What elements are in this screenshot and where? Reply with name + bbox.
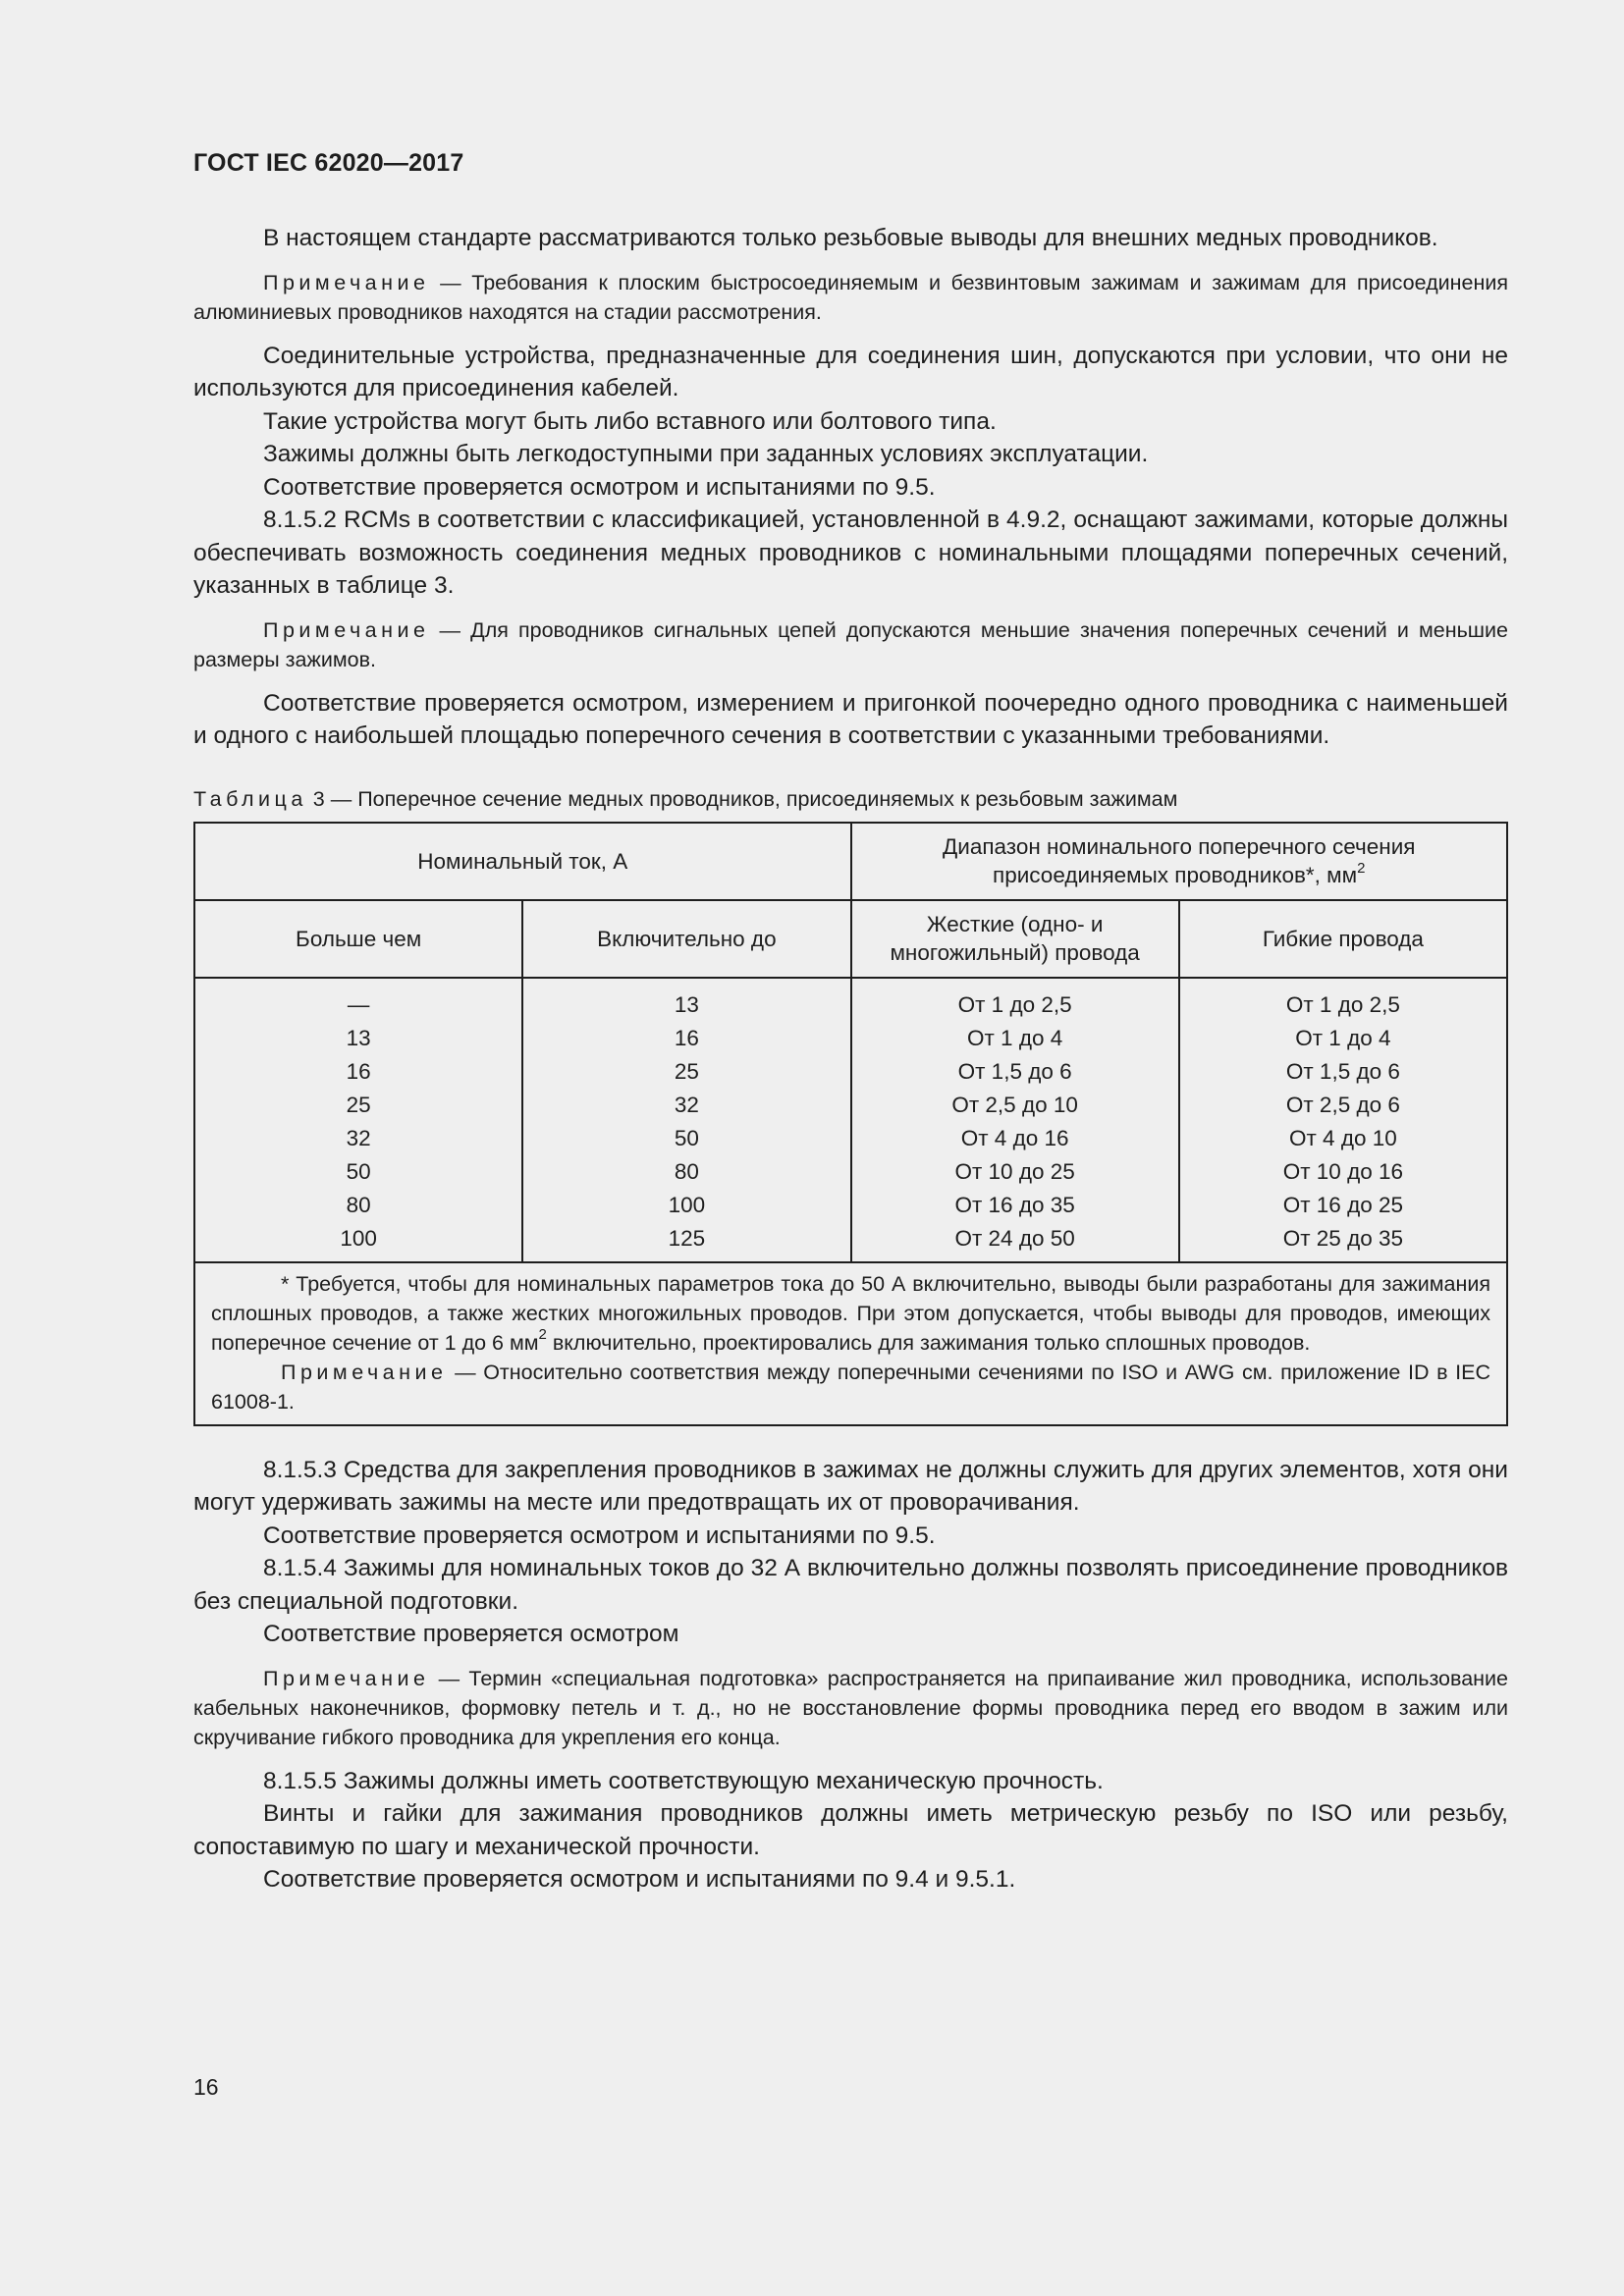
footnote-note-label: Примечание: [281, 1360, 448, 1384]
footnote-note-text: — Относительно соответствия между поперечными сечениями по ISO и AWG см. приложение ID в IEC 61008-1.: [211, 1360, 1490, 1414]
paragraph: Соответствие проверяется осмотром и испытаниями по 9.5.: [263, 1522, 936, 1549]
table-header-row: [194, 823, 1507, 900]
column-flexible: [1179, 978, 1507, 1262]
table-cell: От 4 до 16: [960, 1125, 1069, 1150]
paragraph: 8.1.5.2 RCMs в соответствии с классификацией, установленной в 4.9.2, оснащают зажимами, которые должны обеспечивать возможность соединения медных проводников с номинальными площадями поперечных сечений, указанных в таблице 3.: [193, 507, 1508, 599]
paragraph: Соответствие проверяется осмотром: [263, 1621, 679, 1647]
table-cell: От 1 до 2,5: [1285, 991, 1400, 1017]
note: [193, 1664, 1508, 1752]
header-up-to: Включительно до: [522, 900, 850, 978]
table-caption: [193, 784, 1508, 814]
page-header-title: ГОСТ IEC 62020—2017: [193, 149, 464, 177]
table-cell: 13: [674, 991, 699, 1017]
note-text: — Для проводников сигнальных цепей допускаются меньшие значения поперечных сечений и меньшие размеры зажимов.: [193, 617, 1508, 671]
conductor-table: [193, 822, 1508, 1426]
table-cell: 125: [668, 1225, 706, 1251]
table-cell: —: [347, 991, 370, 1017]
table-cell: От 1 до 4: [967, 1025, 1063, 1050]
table-cell: От 16 до 35: [954, 1192, 1075, 1217]
table-cell: От 10 до 25: [954, 1158, 1075, 1184]
paragraph: Соответствие проверяется осмотром, измерением и пригонкой поочередно одного проводника с наименьшей и одного с наибольшей площадью поперечного сечения в соответствии с указанными требованиями.: [193, 689, 1508, 749]
footnote-text-b: включительно, проектировались для зажимания только сплошных проводов.: [546, 1330, 1311, 1355]
table-cell: 16: [674, 1025, 699, 1050]
header-flexible: Гибкие провода: [1179, 900, 1507, 978]
footnote-sup: 2: [538, 1326, 547, 1344]
header-rated-current: Номинальный ток, А: [194, 823, 851, 900]
table-cell: От 1,5 до 6: [957, 1058, 1072, 1084]
note: [193, 268, 1508, 327]
header-section-range: [851, 823, 1508, 900]
paragraph: Винты и гайки для зажимания проводников должны иметь метрическую резьбу по ISO или резьбу, сопоставимую по шагу и механической прочности.: [193, 1800, 1508, 1860]
footnote-text: [211, 1269, 1490, 1358]
paragraph: Соединительные устройства, предназначенные для соединения шин, допускаются при условии, что они не используются для присоединения кабелей.: [193, 342, 1508, 401]
header-rigid: Жесткие (одно- и многожильный) провода: [851, 900, 1179, 978]
header-more-than: Больше чем: [194, 900, 522, 978]
paragraph: 8.1.5.3 Средства для закрепления проводников в зажимах не должны служить для других элементов, хотя они могут удерживать зажимы на месте или предотвращать их от проворачивания.: [193, 1456, 1508, 1516]
table-caption-label: Таблица: [193, 786, 307, 811]
table-cell: 25: [674, 1058, 699, 1084]
table-cell: От 4 до 10: [1289, 1125, 1397, 1150]
paragraph: В настоящем стандарте рассматриваются только резьбовые выводы для внешних медных проводников.: [263, 225, 1438, 251]
table-cell: 80: [346, 1192, 371, 1217]
table-cell: От 2,5 до 10: [951, 1092, 1078, 1117]
footnote-note: [211, 1358, 1490, 1416]
table-cell: От 24 до 50: [954, 1225, 1075, 1251]
table-body-row: [194, 978, 1507, 1262]
column-more-than: [194, 978, 522, 1262]
note-label: Примечание: [263, 1666, 430, 1690]
table-footnote: [194, 1262, 1507, 1425]
page-content: [193, 222, 1508, 1896]
table-cell: 13: [346, 1025, 371, 1050]
table-caption-text: 3 — Поперечное сечение медных проводников, присоединяемых к резьбовым зажимам: [306, 786, 1178, 811]
header-section-range-text: Диапазон номинального поперечного сечения присоединяемых проводников*, мм: [943, 834, 1416, 887]
table-cell: 50: [346, 1158, 371, 1184]
note-label: Примечание: [263, 617, 430, 642]
paragraph: 8.1.5.5 Зажимы должны иметь соответствующую механическую прочность.: [263, 1767, 1104, 1794]
table-cell: 100: [340, 1225, 377, 1251]
paragraph: Зажимы должны быть легкодоступными при заданных условиях эксплуатации.: [263, 441, 1149, 467]
table-cell: 80: [674, 1158, 699, 1184]
footnote-text-a: * Требуется, чтобы для номинальных параметров тока до 50 А включительно, выводы были разработаны для зажимания сплошных проводов, а также жестких многожильных проводов. При этом допускается, чтобы выводы для проводов, имеющих поперечное сечение от 1 до 6 мм: [211, 1271, 1490, 1355]
table-cell: 32: [674, 1092, 699, 1117]
section-after-table: [193, 1454, 1508, 1896]
paragraph: Соответствие проверяется осмотром и испытаниями по 9.5.: [263, 473, 936, 501]
note-text: — Термин «специальная подготовка» распространяется на припаивание жил проводника, использование кабельных наконечников, формовку петель и т. д., но не восстановление формы проводника перед его вводом в зажим или скручивание гибкого проводника для укрепления его конца.: [193, 1666, 1508, 1749]
table-cell: 100: [668, 1192, 706, 1217]
paragraph: Соответствие проверяется осмотром и испытаниями по 9.4 и 9.5.1.: [263, 1866, 1016, 1893]
table-cell: 50: [674, 1125, 699, 1150]
table-subheader-row: [194, 900, 1507, 978]
table-cell: 25: [346, 1092, 371, 1117]
table-footnote-row: [194, 1262, 1507, 1425]
table-cell: От 10 до 16: [1282, 1158, 1403, 1184]
paragraph: Такие устройства могут быть либо вставного или болтового типа.: [263, 407, 997, 435]
column-rigid: [851, 978, 1179, 1262]
note-label: Примечание: [263, 270, 430, 294]
table-cell: От 1,5 до 6: [1285, 1058, 1400, 1084]
table-cell: От 1 до 4: [1295, 1025, 1391, 1050]
table-cell: От 2,5 до 6: [1285, 1092, 1400, 1117]
note-text: — Требования к плоским быстросоединяемым и безвинтовым зажимам и зажимам для присоединения алюминиевых проводников находятся на стадии рассмотрения.: [193, 270, 1508, 324]
table-cell: 32: [346, 1125, 371, 1150]
table-cell: От 25 до 35: [1282, 1225, 1403, 1251]
page-number: 16: [193, 2074, 219, 2100]
table-cell: От 16 до 25: [1282, 1192, 1403, 1217]
table-cell: От 1 до 2,5: [957, 991, 1072, 1017]
table-cell: 16: [346, 1058, 371, 1084]
header-section-range-sup: 2: [1357, 859, 1366, 877]
paragraph: 8.1.5.4 Зажимы для номинальных токов до 32 А включительно должны позволять присоединение проводников без специальной подготовки.: [193, 1555, 1508, 1615]
note: [193, 615, 1508, 674]
column-up-to: [522, 978, 850, 1262]
